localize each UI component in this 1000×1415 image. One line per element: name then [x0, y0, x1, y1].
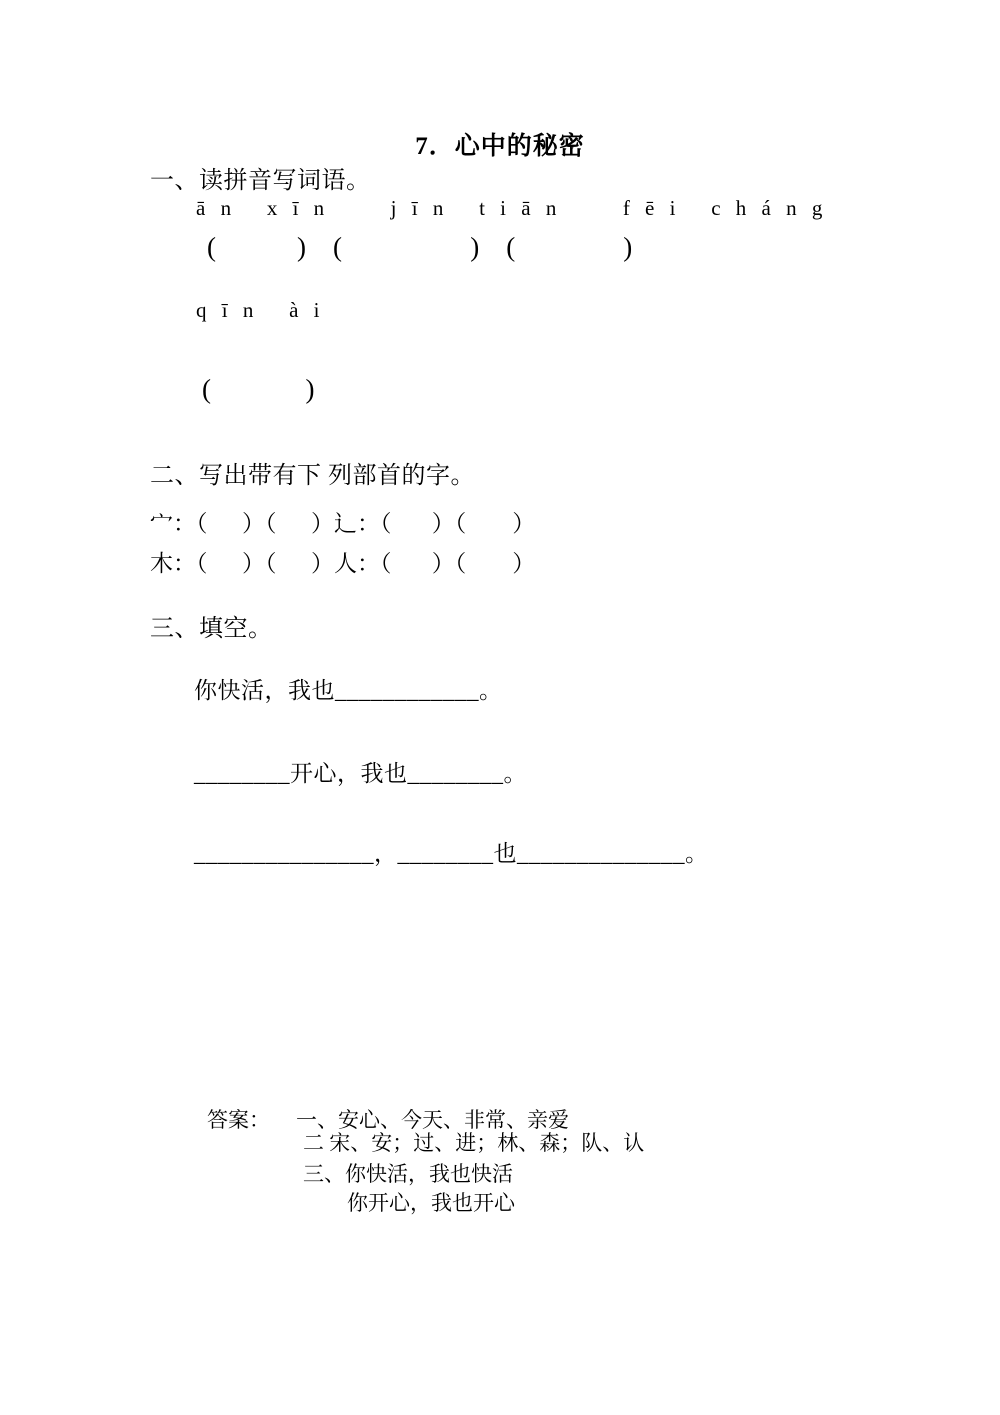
pinyin-line-2: q ī n à i	[196, 298, 325, 322]
answer-key-line-4: 你开心，我也开心	[347, 1191, 515, 1215]
pinyin-line-1: ā n x ī n j ī n t i ā n f ē i c h á n g	[196, 196, 828, 220]
answer-key-row-4	[207, 1193, 947, 1214]
fill-blank-line-3[interactable]: _______________，________也______________。	[194, 841, 709, 866]
answer-key-line-3: 三、你快活，我也快活	[303, 1162, 513, 1186]
section-heading-two: 二、写出带有下 列部首的字。	[150, 463, 475, 489]
page-title: 7．心中的秘密	[415, 133, 585, 160]
answer-key-line-1: 一、安心、今天、非常、亲爱	[296, 1108, 569, 1132]
fill-blank-line-1[interactable]: 你快活，我也____________。	[194, 678, 503, 703]
radical-answer-row-1[interactable]: 宀：（ ）（ ）辶：（ ）（ ）	[150, 511, 536, 536]
answer-key-line-2: 二 宋、安；过、进；林、森；队、认	[303, 1131, 645, 1155]
answer-blank-parens-row-2[interactable]: ( )	[202, 374, 315, 404]
answer-key-row-2	[207, 1133, 947, 1154]
answer-blank-parens-row-1[interactable]: ( ) ( ) ( )	[207, 232, 633, 262]
answer-key-label: 答案：	[207, 1108, 270, 1132]
answer-key	[207, 1110, 947, 1214]
section-heading-one: 一、读拼音写词语。	[150, 168, 371, 194]
fill-blank-line-2[interactable]: ________开心，我也________。	[194, 761, 527, 786]
radical-answer-row-2[interactable]: 木：（ ）（ ）人：（ ）（ ）	[150, 551, 536, 576]
section-heading-three: 三、填空。	[150, 616, 273, 642]
answer-key-row-3	[207, 1164, 947, 1185]
answer-key-row-1	[207, 1110, 947, 1131]
